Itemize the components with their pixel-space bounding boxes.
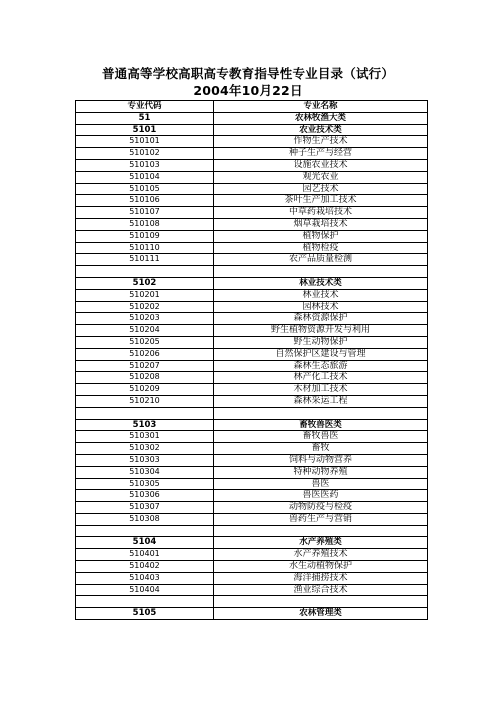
major-code-cell: 5105 bbox=[76, 608, 214, 620]
table-row bbox=[76, 313, 428, 325]
major-name-cell bbox=[214, 266, 428, 278]
major-code-cell: 510304 bbox=[76, 466, 214, 478]
table-row bbox=[76, 171, 428, 183]
major-name-cell: 水产养殖类 bbox=[214, 537, 428, 549]
major-code-cell: 510111 bbox=[76, 254, 214, 266]
major-code-cell: 51 bbox=[76, 112, 214, 124]
major-name-cell: 森林资源保护 bbox=[214, 313, 428, 325]
major-name-cell: 野生动物保护 bbox=[214, 336, 428, 348]
major-code-cell: 510204 bbox=[76, 325, 214, 337]
table-row bbox=[76, 148, 428, 160]
table-row bbox=[76, 183, 428, 195]
major-name-cell: 兽药生产与营销 bbox=[214, 513, 428, 525]
major-code-cell: 510307 bbox=[76, 502, 214, 514]
major-code-cell: 510308 bbox=[76, 513, 214, 525]
table-row bbox=[76, 372, 428, 384]
major-name-cell: 自然保护区建设与管理 bbox=[214, 348, 428, 360]
major-code-cell bbox=[76, 407, 214, 419]
major-name-cell: 茶叶生产加工技术 bbox=[214, 195, 428, 207]
major-code-cell: 510105 bbox=[76, 183, 214, 195]
major-name-cell: 农林牧渔大类 bbox=[214, 112, 428, 124]
major-code-cell: 510102 bbox=[76, 148, 214, 160]
major-code-cell: 510110 bbox=[76, 242, 214, 254]
major-name-cell: 农林管理类 bbox=[214, 608, 428, 620]
major-code-cell: 510301 bbox=[76, 431, 214, 443]
table-row bbox=[76, 537, 428, 549]
major-name-cell bbox=[214, 407, 428, 419]
major-code-cell: 5102 bbox=[76, 277, 214, 289]
major-name-cell: 种子生产与经营 bbox=[214, 148, 428, 160]
table-row bbox=[76, 195, 428, 207]
major-code-cell: 510401 bbox=[76, 549, 214, 561]
major-code-cell: 510402 bbox=[76, 561, 214, 573]
table-row bbox=[76, 230, 428, 242]
table-row bbox=[76, 159, 428, 171]
major-code-cell: 510107 bbox=[76, 207, 214, 219]
major-code-cell: 510103 bbox=[76, 159, 214, 171]
table-row bbox=[76, 466, 428, 478]
table-row bbox=[76, 490, 428, 502]
major-code-cell: 510207 bbox=[76, 360, 214, 372]
major-code-cell: 510403 bbox=[76, 572, 214, 584]
major-code-cell: 510209 bbox=[76, 384, 214, 396]
table-row bbox=[76, 561, 428, 573]
table-row bbox=[76, 608, 428, 620]
major-code-cell: 510404 bbox=[76, 584, 214, 596]
table-row bbox=[76, 136, 428, 148]
major-name-cell: 野生植物资源开发与利用 bbox=[214, 325, 428, 337]
table-row bbox=[76, 242, 428, 254]
major-name-cell: 中草药栽培技术 bbox=[214, 207, 428, 219]
table-row bbox=[76, 112, 428, 124]
major-name-cell bbox=[214, 525, 428, 537]
table-row bbox=[76, 207, 428, 219]
table-row bbox=[76, 454, 428, 466]
major-name-cell: 林产化工技术 bbox=[214, 372, 428, 384]
major-code-cell: 510109 bbox=[76, 230, 214, 242]
major-name-cell: 动物防疫与检疫 bbox=[214, 502, 428, 514]
table-row bbox=[76, 584, 428, 596]
table-row bbox=[76, 419, 428, 431]
major-code-cell: 5103 bbox=[76, 419, 214, 431]
major-name-cell: 农产品质量检测 bbox=[214, 254, 428, 266]
table-header-row bbox=[76, 101, 428, 113]
major-name-cell: 烟草栽培技术 bbox=[214, 218, 428, 230]
major-name-cell: 森林采运工程 bbox=[214, 395, 428, 407]
major-name-cell: 畜牧兽医类 bbox=[214, 419, 428, 431]
major-code-cell: 510108 bbox=[76, 218, 214, 230]
major-code-cell: 510303 bbox=[76, 454, 214, 466]
table-row bbox=[76, 549, 428, 561]
table-row bbox=[76, 384, 428, 396]
table-row bbox=[76, 348, 428, 360]
major-code-cell: 510202 bbox=[76, 301, 214, 313]
major-name-cell: 园艺技术 bbox=[214, 183, 428, 195]
table-row bbox=[76, 124, 428, 136]
major-name-cell: 水产养殖技术 bbox=[214, 549, 428, 561]
major-name-cell: 植物检疫 bbox=[214, 242, 428, 254]
major-name-cell: 植物保护 bbox=[214, 230, 428, 242]
major-name-cell: 水生动植物保护 bbox=[214, 561, 428, 573]
page-date: 2004年10月22日 bbox=[193, 83, 303, 98]
major-code-cell: 510101 bbox=[76, 136, 214, 148]
major-code-cell: 510104 bbox=[76, 171, 214, 183]
table-row bbox=[76, 478, 428, 490]
table-row bbox=[76, 596, 428, 608]
major-name-cell: 饲料与动物营养 bbox=[214, 454, 428, 466]
major-code-cell: 510203 bbox=[76, 313, 214, 325]
table-row bbox=[76, 525, 428, 537]
table-row bbox=[76, 360, 428, 372]
major-name-cell: 畜牧 bbox=[214, 443, 428, 455]
major-code-cell: 5104 bbox=[76, 537, 214, 549]
header-code: 专业代码 bbox=[76, 101, 214, 113]
table-row bbox=[76, 502, 428, 514]
major-name-cell: 园林技术 bbox=[214, 301, 428, 313]
table-row bbox=[76, 289, 428, 301]
major-name-cell: 森林生态旅游 bbox=[214, 360, 428, 372]
major-code-cell: 510210 bbox=[76, 395, 214, 407]
major-catalog-table bbox=[75, 100, 428, 620]
table-row bbox=[76, 266, 428, 278]
major-code-cell: 5101 bbox=[76, 124, 214, 136]
table-row bbox=[76, 395, 428, 407]
page-title: 普通高等学校高职高专教育指导性专业目录（试行） bbox=[101, 66, 395, 81]
major-name-cell: 农业技术类 bbox=[214, 124, 428, 136]
table-row bbox=[76, 443, 428, 455]
major-code-cell: 510106 bbox=[76, 195, 214, 207]
major-name-cell: 设施农业技术 bbox=[214, 159, 428, 171]
major-code-cell: 510206 bbox=[76, 348, 214, 360]
table-row bbox=[76, 431, 428, 443]
major-name-cell: 作物生产技术 bbox=[214, 136, 428, 148]
table-row bbox=[76, 301, 428, 313]
major-name-cell: 渔业综合技术 bbox=[214, 584, 428, 596]
table-row bbox=[76, 336, 428, 348]
major-name-cell: 林业技术类 bbox=[214, 277, 428, 289]
major-code-cell bbox=[76, 596, 214, 608]
major-code-cell: 510208 bbox=[76, 372, 214, 384]
major-name-cell: 畜牧兽医 bbox=[214, 431, 428, 443]
table-row bbox=[76, 254, 428, 266]
major-name-cell: 特种动物养殖 bbox=[214, 466, 428, 478]
major-code-cell: 510201 bbox=[76, 289, 214, 301]
major-code-cell: 510305 bbox=[76, 478, 214, 490]
table-row bbox=[76, 572, 428, 584]
major-code-cell bbox=[76, 525, 214, 537]
major-name-cell: 观光农业 bbox=[214, 171, 428, 183]
major-name-cell: 林业技术 bbox=[214, 289, 428, 301]
major-code-cell: 510302 bbox=[76, 443, 214, 455]
table-row bbox=[76, 218, 428, 230]
major-code-cell bbox=[76, 266, 214, 278]
table-row bbox=[76, 513, 428, 525]
major-name-cell: 兽医 bbox=[214, 478, 428, 490]
major-name-cell: 海洋捕捞技术 bbox=[214, 572, 428, 584]
table-row bbox=[76, 407, 428, 419]
table-row bbox=[76, 277, 428, 289]
major-code-cell: 510306 bbox=[76, 490, 214, 502]
major-name-cell: 兽医医药 bbox=[214, 490, 428, 502]
major-code-cell: 510205 bbox=[76, 336, 214, 348]
major-name-cell: 木材加工技术 bbox=[214, 384, 428, 396]
table-row bbox=[76, 325, 428, 337]
major-name-cell bbox=[214, 596, 428, 608]
header-name: 专业名称 bbox=[214, 101, 428, 113]
